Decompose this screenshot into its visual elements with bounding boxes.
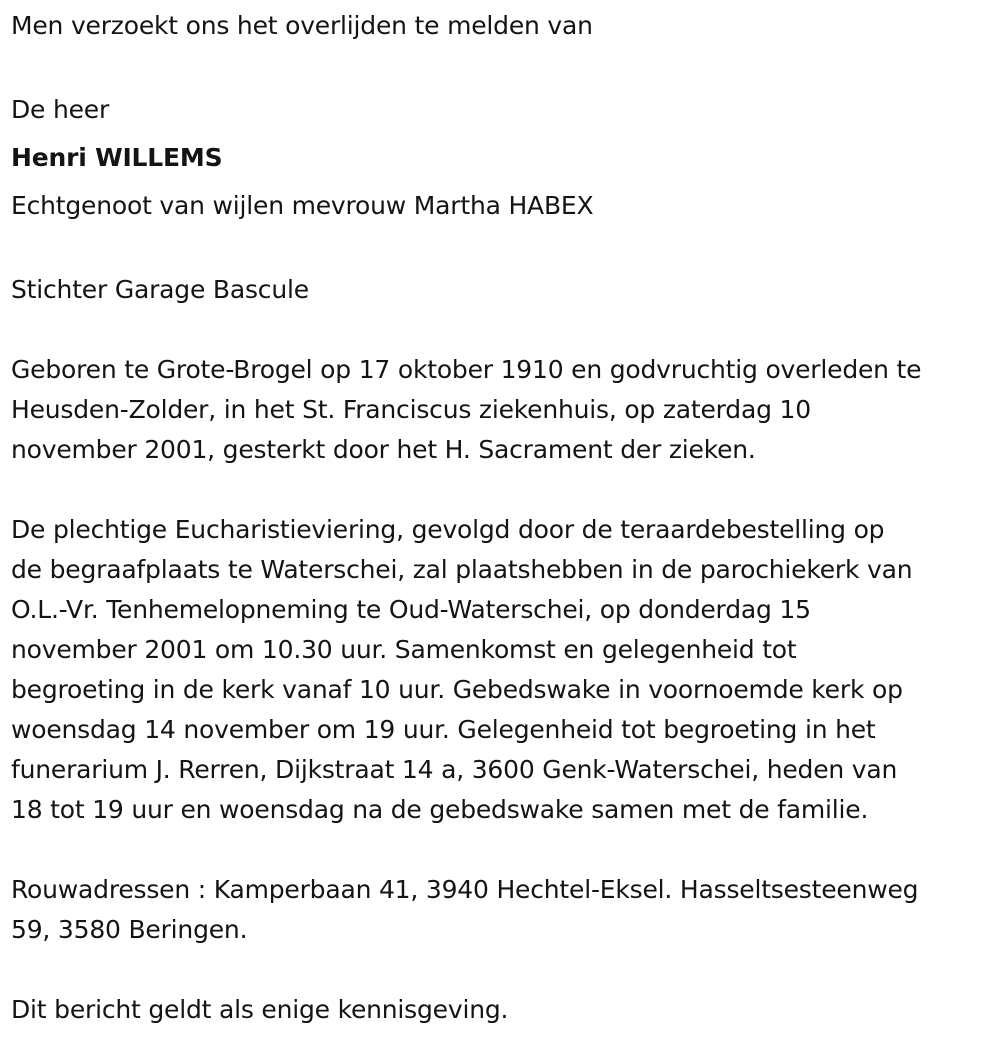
address-paragraph [11, 870, 996, 950]
paragraph-line: de begraafplaats te Waterschei, zal plaatshebben in de parochiekerk van [11, 555, 913, 584]
spacer [11, 950, 996, 990]
death-notice [11, 0, 996, 1030]
closing-text: Dit bericht geldt als enige kennisgeving. [11, 995, 509, 1024]
paragraph-line: woensdag 14 november om 19 uur. Gelegenheid tot begroeting in het [11, 715, 876, 744]
intro-text: Men verzoekt ons het overlijden te melden van [11, 11, 593, 40]
paragraph-line: funerarium J. Rerren, Dijkstraat 14 a, 3600 Genk-Waterschei, heden van [11, 755, 898, 784]
spacer [11, 830, 996, 870]
spacer [11, 230, 996, 270]
paragraph-line: november 2001 om 10.30 uur. Samenkomst en gelegenheid tot [11, 635, 797, 664]
birth-paragraph [11, 350, 996, 470]
paragraph-line: november 2001, gesterkt door het H. Sacrament der zieken. [11, 435, 756, 464]
salutation: De heer [11, 95, 110, 124]
role-text: Stichter Garage Bascule [11, 275, 309, 304]
paragraph-line: Geboren te Grote-Brogel op 17 oktober 1910 en godvruchtig overleden te [11, 355, 922, 384]
paragraph-line: 59, 3580 Beringen. [11, 915, 248, 944]
spacer [11, 470, 996, 510]
spacer [11, 310, 996, 350]
paragraph-line: Heusden-Zolder, in het St. Franciscus ziekenhuis, op zaterdag 10 [11, 395, 811, 424]
ceremony-paragraph [11, 510, 996, 830]
spacer [11, 46, 996, 86]
paragraph-line: De plechtige Eucharistieviering, gevolgd door de teraardebestelling op [11, 515, 885, 544]
paragraph-line: begroeting in de kerk vanaf 10 uur. Gebedswake in voornoemde kerk op [11, 675, 903, 704]
paragraph-line: O.L.-Vr. Tenhemelopneming te Oud-Waterschei, op donderdag 15 [11, 595, 811, 624]
paragraph-line: 18 tot 19 uur en woensdag na de gebedswake samen met de familie. [11, 795, 869, 824]
paragraph-line: Rouwadressen : Kamperbaan 41, 3940 Hechtel-Eksel. Hasseltsesteenweg [11, 875, 919, 904]
deceased-name: Henri WILLEMS [11, 143, 223, 172]
spouse-text: Echtgenoot van wijlen mevrouw Martha HABEX [11, 191, 594, 220]
